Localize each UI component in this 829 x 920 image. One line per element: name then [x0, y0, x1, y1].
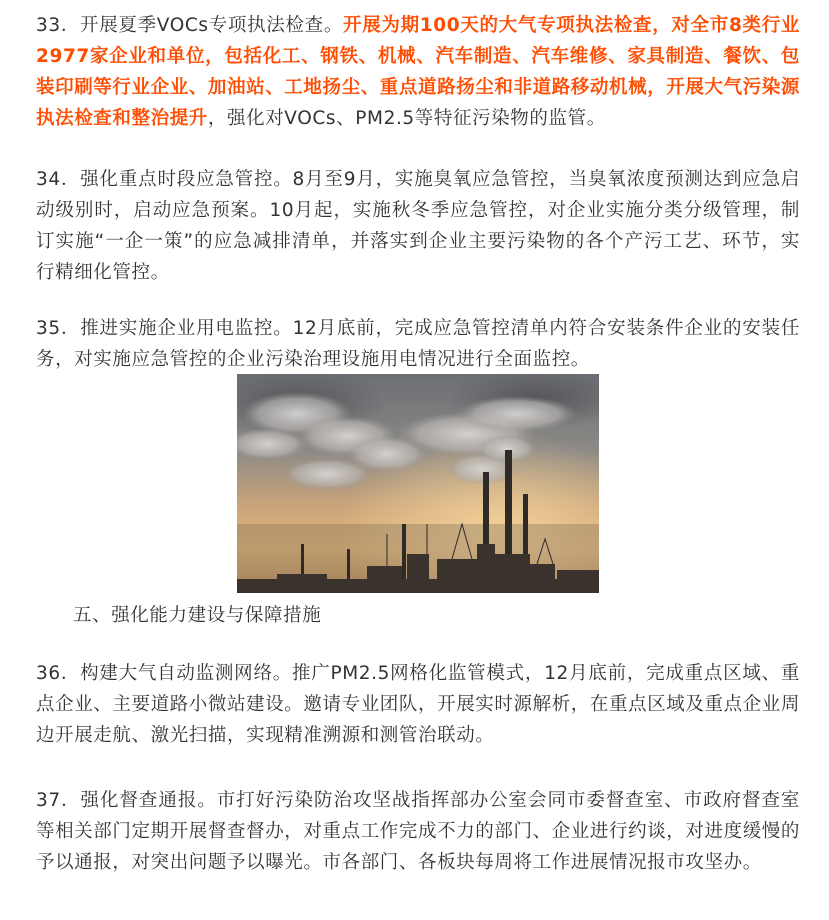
- p33-tail: ，强化对VOCs、PM2.5等特征污染物的监管。: [207, 108, 606, 129]
- paragraph-33: [36, 10, 800, 134]
- p33-highlight: 开展为期100天的大气专项执法检查，对全市8类行业2977家企业和单位，包括化工、钢铁、机械、汽车制造、汽车维修、家具制造、餐饮、包装印刷等行业企业、加油站、工地扬尘、重点道路扬尘和非道路移动机械，开展大气污染源执法检查和整治提升: [36, 15, 801, 129]
- section-heading-5: 五、强化能力建设与保障措施: [73, 605, 322, 626]
- paragraph-35: 35．推进实施企业用电监控。12月底前，完成应急管控清单内符合安装条件企业的安装任务，对实施应急管控的企业污染治理设施用电情况进行全面监控。: [36, 318, 800, 370]
- paragraph-37: 37．强化督查通报。市打好污染防治攻坚战指挥部办公室会同市委督查室、市政府督查室等相关部门定期开展督查督办，对重点工作完成不力的部门、企业进行约谈，对进度缓慢的予以通报，对突出问题予以曝光。市各部门、各板块每周将工作进展情况报市攻坚办。: [36, 790, 801, 873]
- paragraph-34: 34．强化重点时段应急管控。8月至9月，实施臭氧应急管控，当臭氧浓度预测达到应急启动级别时，启动应急预案。10月起，实施秋冬季应急管控，对企业实施分类分级管理，制订实施“一企一策”的应急减排清单，并落实到企业主要污染物的各个产污工艺、环节，实行精细化管控。: [36, 169, 800, 283]
- p33-lead: 33．开展夏季VOCs专项执法检查。: [36, 15, 344, 36]
- paragraph-36: 36．构建大气自动监测网络。推广PM2.5网格化监管模式，12月底前，完成重点区域、重点企业、主要道路小微站建设。邀请专业团队，开展实时源解析，在重点区域及重点企业周边开展走航、激光扫描，实现精准溯源和测管治联动。: [36, 663, 801, 746]
- factory-smokestacks-photo: [237, 374, 599, 593]
